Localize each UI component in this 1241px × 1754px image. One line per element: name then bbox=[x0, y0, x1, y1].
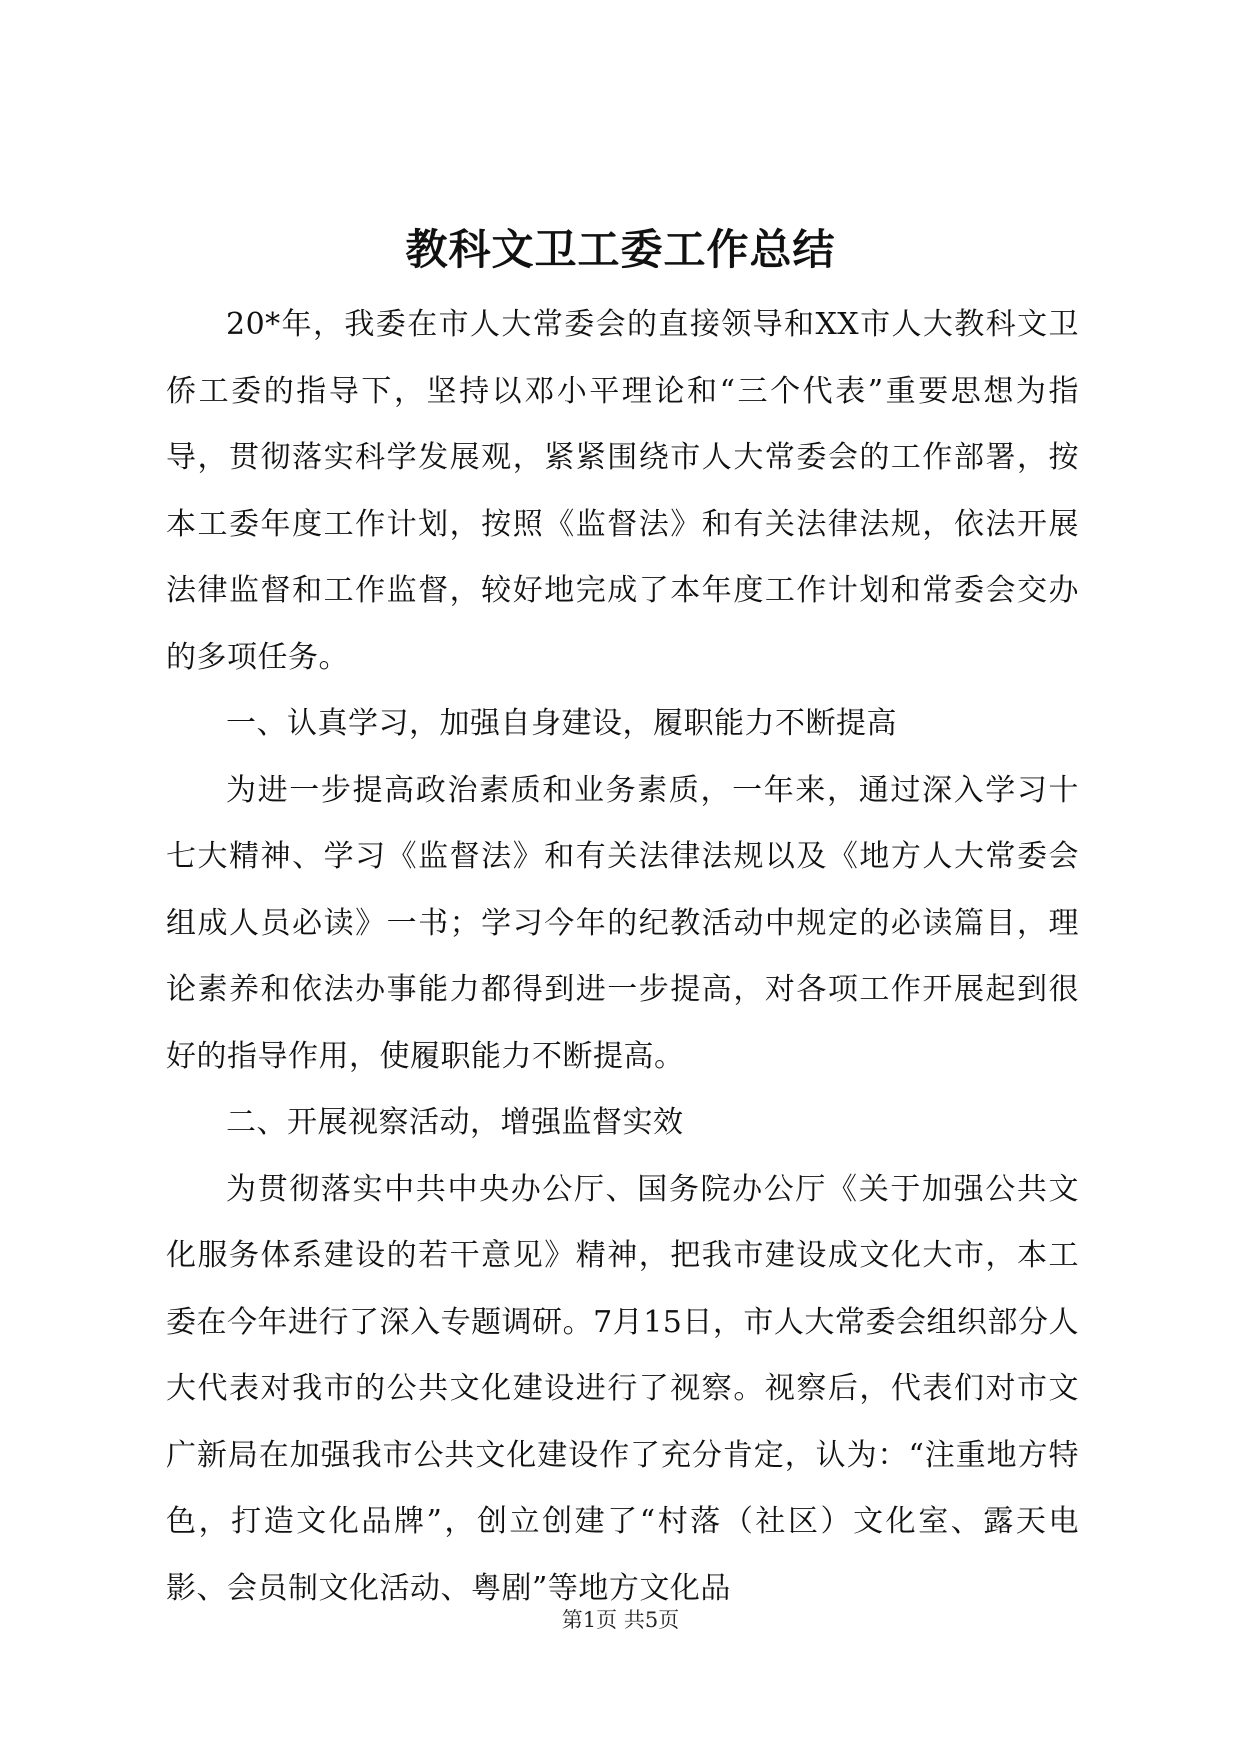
paragraph-section-2: 为贯彻落实中共中央办公厅、国务院办公厅《关于加强公共文化服务体系建设的若干意见》精神，把我市建设成文化大市，本工委在今年进行了深入专题调研。7月15日，市人大常委会组织部分人大代表对我市的公共文化建设进行了视察。视察后，代表们对市文广新局在加强我市公共文化建设作了充分肯定，认为：“注重地方特色，打造文化品牌”，创立创建了“村落（社区）文化室、露天电影、会员制文化活动、粤剧”等地方文化品 bbox=[166, 1171, 1079, 1606]
page-footer: 第1页 共5页 bbox=[561, 1608, 680, 1632]
section-heading-2: 二、开展视察活动，增强监督实效 bbox=[226, 1105, 684, 1140]
document-title: 教科文卫工委工作总结 bbox=[405, 225, 836, 274]
document-body bbox=[166, 292, 1079, 1622]
paragraph-section-1: 为进一步提高政治素质和业务素质，一年来，通过深入学习十七大精神、学习《监督法》和有关法律法规以及《地方人大常委会组成人员必读》一书；学习今年的纪教活动中规定的必读篇目，理论素养和依法办事能力都得到进一步提高，对各项工作开展起到很好的指导作用，使履职能力不断提高。 bbox=[166, 772, 1079, 1074]
section-heading-1: 一、认真学习，加强自身建设，履职能力不断提高 bbox=[226, 706, 897, 741]
paragraph-intro: 20*年，我委在市人大常委会的直接领导和XX市人大教科文卫侨工委的指导下，坚持以邓小平理论和“三个代表”重要思想为指导，贯彻落实科学发展观，紧紧围绕市人大常委会的工作部署，按本工委年度工作计划，按照《监督法》和有关法律法规，依法开展法律监督和工作监督，较好地完成了本年度工作计划和常委会交办的多项任务。 bbox=[166, 307, 1079, 675]
